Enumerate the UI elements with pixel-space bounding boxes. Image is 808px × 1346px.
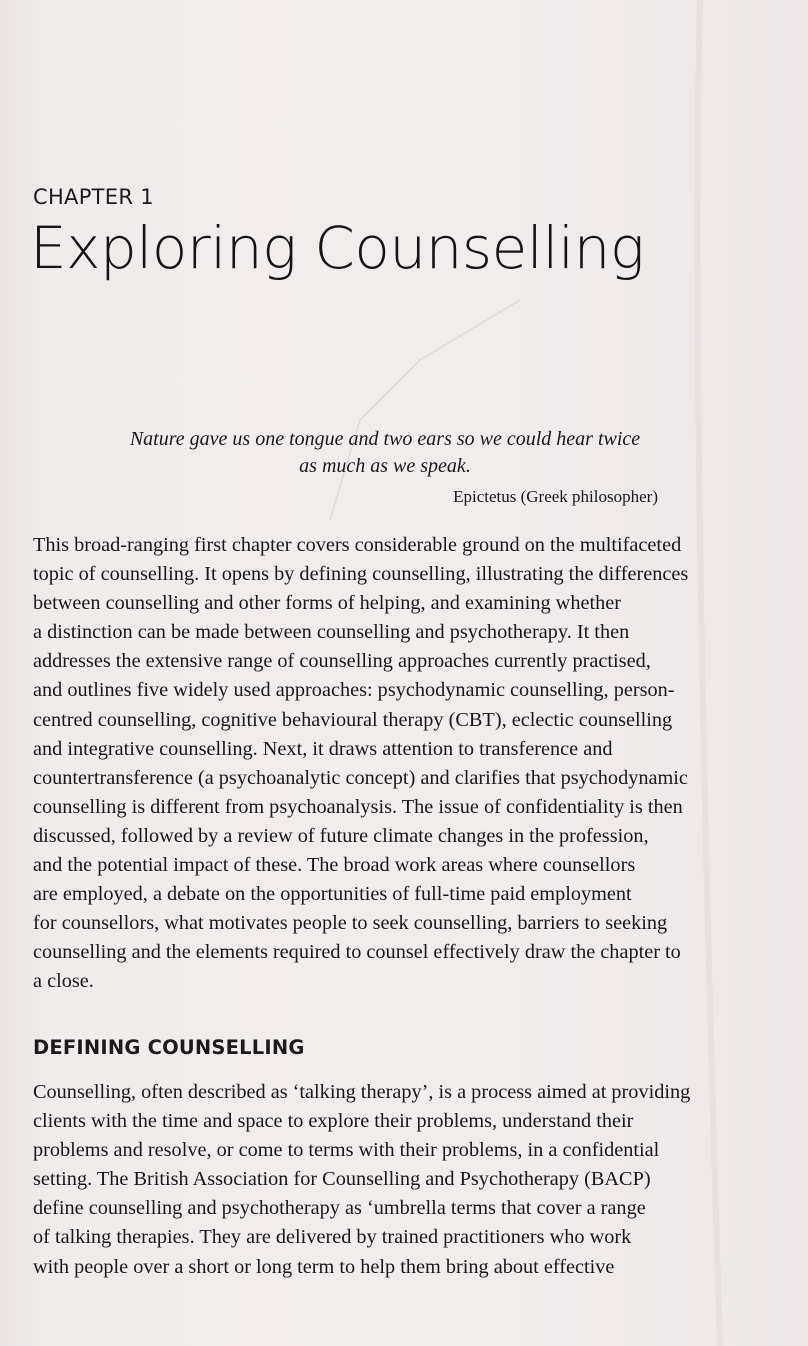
intro-paragraph <box>33 531 755 997</box>
section-heading: DEFINING COUNSELLING <box>33 1036 305 1059</box>
text-line: countertransference (a psychoanalytic concept) and clarifies that psychodynamic <box>33 766 688 789</box>
epigraph-attribution: Epictetus (Greek philosopher) <box>453 487 658 506</box>
text-line: a close. <box>33 970 94 993</box>
chapter-label: CHAPTER 1 <box>33 185 154 209</box>
text-line: counselling is different from psychoanalysis. The issue of confidentiality is then <box>33 795 683 818</box>
text-line: clients with the time and space to explore their problems, understand their <box>33 1110 634 1133</box>
epigraph-quote <box>110 426 660 480</box>
text-line: Counselling, often described as ‘talking therapy’, is a process aimed at providing <box>33 1081 691 1103</box>
text-line: and integrative counselling. Next, it draws attention to transference and <box>33 737 613 760</box>
text-line: setting. The British Association for Counselling and Psychotherapy (BACP) <box>33 1168 651 1191</box>
text-line: of talking therapies. They are delivered by trained practitioners who work <box>33 1226 632 1249</box>
text-line: counselling and the elements required to counsel effectively draw the chapter to <box>33 941 681 964</box>
text-line: for counsellors, what motivates people to seek counselling, barriers to seeking <box>33 912 668 935</box>
text-line: discussed, followed by a review of future climate changes in the profession, <box>33 824 649 847</box>
epigraph-line: Nature gave us one tongue and two ears so we could hear twice <box>129 428 641 450</box>
text-line: with people over a short or long term to help them bring about effective <box>33 1255 615 1278</box>
text-line: a distinction can be made between counselling and psychotherapy. It then <box>33 621 630 644</box>
epigraph-line: as much as we speak. <box>299 455 471 477</box>
chapter-title: Exploring Counselling <box>30 214 645 282</box>
section-paragraph <box>33 1078 755 1282</box>
text-line: centred counselling, cognitive behavioural therapy (CBT), eclectic counselling <box>33 708 673 731</box>
text-line: and outlines five widely used approaches: psychodynamic counselling, person- <box>33 679 675 702</box>
text-line: This broad-ranging first chapter covers considerable ground on the multifaceted <box>33 534 682 556</box>
text-line: are employed, a debate on the opportunities of full-time paid employment <box>33 883 632 906</box>
text-line: addresses the extensive range of counselling approaches currently practised, <box>33 650 651 673</box>
show-through-texture <box>40 150 760 570</box>
text-line: between counselling and other forms of helping, and examining whether <box>33 592 621 615</box>
text-line: topic of counselling. It opens by defining counselling, illustrating the differences <box>33 563 689 586</box>
text-line: and the potential impact of these. The broad work areas where counsellors <box>33 854 636 877</box>
text-line: problems and resolve, or come to terms with their problems, in a confidential <box>33 1139 660 1162</box>
text-line: define counselling and psychotherapy as ‘umbrella terms that cover a range <box>33 1197 646 1220</box>
